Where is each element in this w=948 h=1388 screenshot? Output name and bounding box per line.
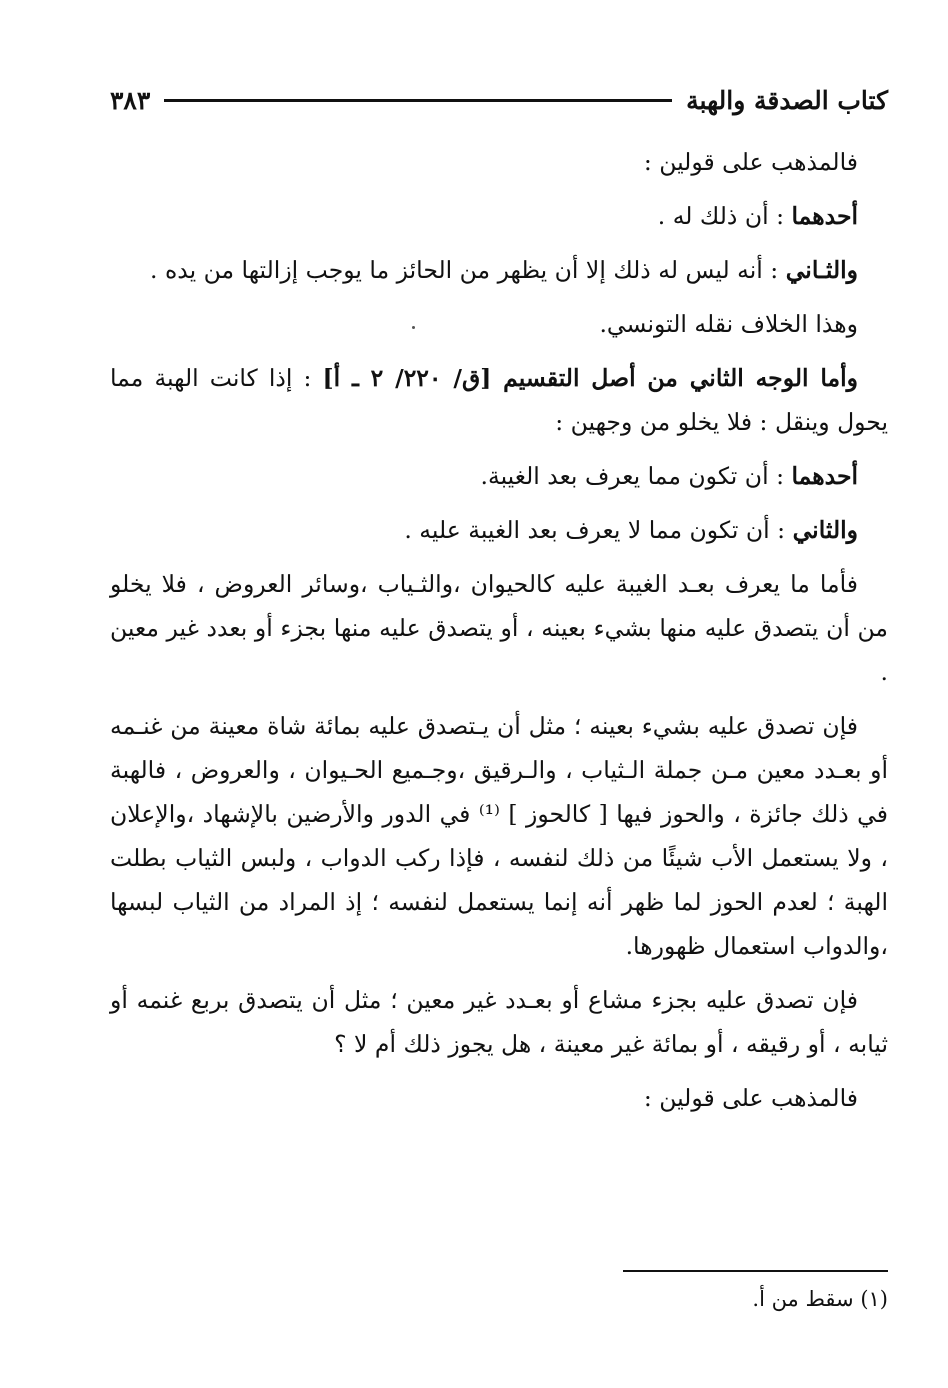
paragraph: [110, 356, 888, 444]
paragraph: [110, 194, 888, 238]
paragraph-text: فإن تصدق عليه بجزء مشاع أو بعـدد غير معين ؛ مثل أن يتصدق بربع غنمه أو ثيابه ، أو رقيقه ، أو بمائة غير معينة ، هل يجوز ذلك أم لا ؟: [110, 986, 888, 1058]
paragraph-text: وهذا الخلاف نقله التونسي.: [599, 310, 858, 338]
paragraph-text: : أنه ليس له ذلك إلا أن يظهر من الحائز ما يوجب إزالتها من يده .: [150, 256, 786, 284]
running-title: كتاب الصدقة والهبة: [686, 85, 888, 115]
paragraph-text: : أن ذلك له .: [657, 202, 792, 230]
footnote-rule: [623, 1270, 888, 1272]
main-text: [110, 140, 888, 1130]
paragraph-text: : أن تكون مما لا يعرف بعد الغيبة عليه .: [404, 516, 793, 544]
paragraph: [110, 302, 888, 346]
paragraph: [110, 978, 888, 1066]
paragraph-lead: والثـاني: [785, 256, 858, 284]
paragraph-lead: أحدهما: [791, 202, 858, 230]
footnote: (١) سقط من أ.: [752, 1287, 888, 1311]
paragraph-lead: وأما الوجه الثاني من أصل التقسيم [ق/ ٢٢٠/ ٢ ـ أ]: [322, 364, 858, 392]
paragraph-lead: والثاني: [792, 516, 858, 544]
paragraph-text: فالمذهب على قولين :: [643, 148, 858, 176]
paragraph: [110, 140, 888, 184]
paragraph: [110, 508, 888, 552]
paragraph-lead: أحدهما: [791, 462, 858, 490]
paragraph: [110, 248, 888, 292]
paragraph: [110, 454, 888, 498]
paragraph: [110, 1076, 888, 1120]
paragraph-text: فالمذهب على قولين :: [643, 1084, 858, 1112]
paragraph: [110, 562, 888, 694]
paragraph-text: فإن تصدق عليه بشيء بعينه ؛ مثل أن يـتصدق عليه بمائة شاة معينة من غنـمه أو بعـدد معين مـن جملة الـثياب ، والـرقيق ،وجـميع الحـيوان ، والعروض ، فالهبة في ذلك جائزة ، والحوز فيها [ كالحوز ] ⁽¹⁾ في الدور والأرضين بالإشهاد ،والإعلان ، ولا يستعمل الأب شيئًا من ذلك لنفسه ، فإذا ركب الدواب ، ولبس الثياب بطلت الهبة ؛ لعدم الحوز لما ظهر أنه إنما يستعمل لنفسه ؛ إذ المراد من الثياب لبسها ،والدواب استعمال ظهورها.: [110, 712, 888, 960]
ink-speck: [412, 326, 415, 329]
paragraph-text: : إذا كانت الهبة مما يحول وينقل : فلا يخلو من وجهين :: [110, 364, 888, 436]
paragraph-text: : أن تكون مما يعرف بعد الغيبة.: [480, 462, 792, 490]
page-number: ٣٨٣: [110, 85, 151, 115]
paragraph-text: فأما ما يعرف بعـد الغيبة عليه كالحيوان ،والثـياب ،وسائر العروض ، فلا يخلو من أن يتصدق عليه منها بشيء بعينه ، أو يتصدق عليه منها بجزء أو بعدد غير معين .: [110, 570, 888, 686]
header-rule: [164, 99, 672, 102]
paragraph: [110, 704, 888, 968]
page-header: [110, 80, 888, 120]
